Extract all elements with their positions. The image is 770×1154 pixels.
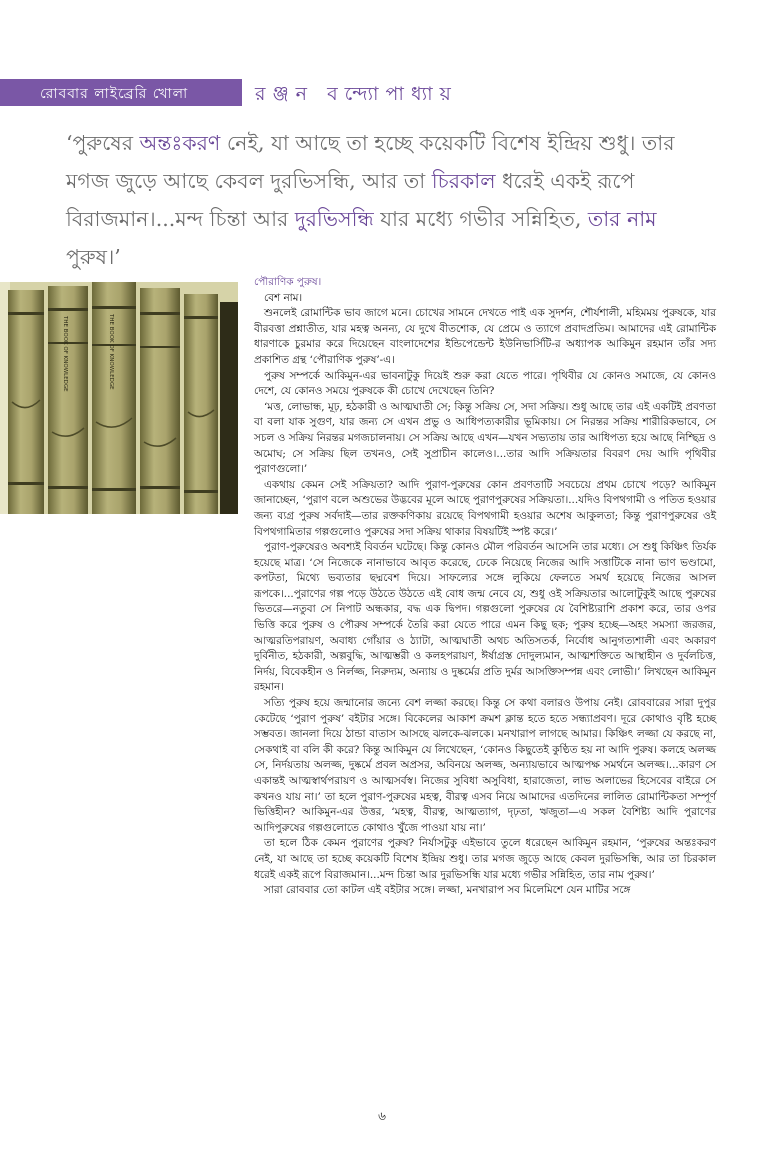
book-title-tag: পৌরাণিক পুরুষ। bbox=[254, 276, 322, 288]
article-paragraph: পুরাণ-পুরুষেরও অবশ্যই বিবর্তন ঘটেছে। কিন্তু কোনও মৌল পরিবর্তন আসেনি তার মধ্যে। সে শুধু কিঞ্চিৎ তির্যক হয়েছে মাত্র। ‘সে নিজেকে নানাভাবে আবৃত করেছে, ঢেকে নিয়েছে নিজের আদি সত্তাটিকে নানা ভাণ ভণ্ডামো, কপটতা, মিথ্যে ভব্যতার ছদ্মবেশ দিয়ে। সাফল্যের সঙ্গে লুকিয়ে ফেলতে সমর্থ হয়েছে নিজের আসল রূপকে।...পুরাণের গল্প পড়ে উঠতে উঠতে এই বোধ জন্ম নেবে যে, শুধু ওই সক্রিয়তার আলোটুকুই আছে পুরুষের ভিতরে—নতুবা সে নিপাট অন্ধকার, বদ্ধ এক দ্বিপদ। গল্পগুলো পুরুষের যে বৈশিষ্ট্যরাশি প্রকাশ করে, তার ওপর ভিত্তি করে পুরুষ ও পৌরুষ সম্পর্কে তৈরি করা যেতে পারে এমন কিছু ছক; পুরুষ হচ্ছে—অহং সমস্যা জরজর, আত্মরতিপরায়ণ, অবাধ্য গোঁয়ার ও ঠ্যাটা, আত্মঘাতী অথচ অতিসতর্ক, নির্বোধ আনুগত্যশালী এবং অকারণ দুর্বিনীত, হঠকারী, অল্পবুদ্ধি, আত্মম্ভরী ও কলহপরায়ণ, ঈর্ষাগ্রস্ত দোদুল্যমান, আত্মশক্তিতে আস্থাহীন ও দুর্বলচিত্ত, নির্দয়, বিবেকহীন ও নির্লজ্জ, নিরুদ্যম, অন্যায় ও দুষ্কর্মের প্রতি দুর্মর আসক্তিসম্পন্ন এবং লোভী।’ লিখছেন আকিমুন রহমান। bbox=[254, 541, 716, 694]
pull-quote-highlight: তার নাম bbox=[587, 207, 657, 231]
article-paragraph: তা হলে ঠিক কেমন পুরাণের পুরুষ? নির্যাসটুকু এইভাবে তুলে ধরেছেন আকিমুন রহমান, ‘পুরুষের অন্তঃকরণ নেই, যা আছে তা হচ্ছে কয়েকটি বিশেষ ইন্দ্রিয় শুধু। তার মগজ জুড়ে আছে কেবল দুরভিসন্ধি, আর তা চিরকাল ধরেই একই রূপে বিরাজমান।...মন্দ চিন্তা আর দুরভিসন্ধি যার মধ্যে গভীর সন্নিহিত, তার নাম পুরুষ।’ bbox=[254, 837, 716, 881]
old-books-illustration bbox=[0, 282, 238, 514]
pull-quote-highlight: চিরকাল bbox=[431, 169, 496, 193]
pull-quote-text: ধরেই একই রূপে বিরাজমান।...মন্দ চিন্তা আর bbox=[66, 169, 635, 231]
spine-label: THE BOOK OF KNOWLEDGE bbox=[62, 316, 68, 392]
article-paragraph: শুনলেই রোমান্টিক ভাব জাগে মনে। চোখের সামনে দেখতে পাই এক সুদর্শন, শৌর্যশালী, মহিমময় পুরুষকে, যার বীরবত্তা প্রশ্নাতীত, যার মহত্ব অনন্য, যে দুখে বীতশোক, যে প্রেমে ও ত্যাগে প্রবাদপ্রতিম। আমাদের এই রোমান্টিক ধারণাকে চুরমার করে দিয়েছেন বাংলাদেশের ইন্ডিপেন্ডেন্ট ইউনিভার্সিটি-র অধ্যাপক আকিমুন রহমান তাঁর সদ্য প্রকাশিত গ্রন্থ ‘পৌরাণিক পুরুষ’-এ। bbox=[254, 307, 716, 366]
pull-quote-text: ‘পুরুষের bbox=[66, 131, 140, 155]
column-label: রোববার লাইব্রেরি খোলা bbox=[40, 86, 189, 102]
article-paragraph: বেশ নাম। bbox=[264, 291, 303, 304]
article-paragraph: একথায় কেমন সেই সক্রিয়তা? আদি পুরাণ-পুরুষের কোন প্রবণতাটি সবচেয়ে প্রথম চোখে পড়ে? আকিমুন জানাচ্ছেন, ‘পুরাণ বলে অশুভের উদ্ভবের মূলে আছে পুরাণপুরুষের সক্রিয়তা।...যদিও বিপথগামী ও পতিত হওয়ার জন্য ব্যগ্র পুরুষ সর্বদাই—তার রক্তকণিকায় রয়েছে বিপথগামী হওয়ার অশেষ আকুলতা; কিন্তু পুরাণপুরুষের ওই বিপথগামিতার গল্পগুলোও পুরুষের সদা সক্রিয় থাকার বিষয়টিই স্পষ্ট করে।’ bbox=[254, 478, 716, 538]
article-body bbox=[254, 275, 716, 899]
old-books-photo bbox=[0, 282, 238, 514]
article-paragraph: পুরুষ সম্পর্কে আকিমুন-এর ভাবনাটুকু দিয়েই শুরু করা যেতে পারে। পৃথিবীর যে কোনও সমাজে, যে কোনও দেশে, যে কোনও সময়ে পুরুষকে কী চোখে দেখেছেন তিনি? bbox=[254, 369, 716, 398]
page-number: ৬ bbox=[378, 1109, 386, 1123]
pull-quote bbox=[66, 124, 716, 276]
article-paragraph: সত্যি পুরুষ হয়ে জন্মানোর জন্যে বেশ লজ্জা করছে। কিন্তু সে কথা বলারও উপায় নেই। রোববারের সারা দুপুর কেটেছে ‘পুরাণ পুরুষ’ বইটার সঙ্গে। বিকেলের আকাশ ক্রমশ ক্লান্ত হতে হতে সন্ধ্যাপ্রবণ। দূরে কোথাও বৃষ্টি হচ্ছে সম্ভবত। জানলা দিয়ে ঠান্ডা বাতাস আসছে ঝলকে-ঝলকে। মনখারাপ লাগছে আমার। কিঞ্চিৎ লজ্জা যে করছে না, সেকথাই বা বলি কী করে? কিন্তু আকিমুন যে লিখেছেন, ‘কোনও কিছুতেই কুণ্ঠিত হয় না আদি পুরুষ। কলহে অলজ্জ সে, নির্দয়তায় অলজ্জ, দুষ্কর্মে প্রবল অপ্রসর, অবিনয়ে অলজ্জ, অন্যায়ভাবে আত্মপক্ষ সমর্থনে অলজ্জ।...কারণ সে একান্তই আত্মস্বার্থপরায়ণ ও আত্মসর্বস্ব। নিজের সুবিধা অসুবিধা, হারাজেতা, লাভ অলাভের হিসেবের বাইরে সে কখনও যায় না।’ তা হলে পুরাণ-পুরুষের মহত্ব, বীরত্ব এসব নিয়ে আমাদের এতদিনের লালিত রোমান্টিকতা সম্পূর্ণ ভিত্তিহীন? আকিমুন-এর উত্তর, ‘মহত্ব, বীরত্ব, আত্মত্যাগ, দৃঢ়তা, ঋজুতা—এ সকল বৈশিষ্ট্য আদি পুরাণের আদিপুরুষের গল্পগুলোতে কোথাও খুঁজে পাওয়া যায় না।’ bbox=[254, 697, 716, 834]
pull-quote-highlight: দুরভিসন্ধি bbox=[294, 207, 374, 231]
article-paragraph: সারা রোববার তো কাটল এই বইটার সঙ্গে। লজ্জা, মনখারাপ সব মিলেমিশে যেন মাটির সঙ্গে bbox=[264, 884, 631, 897]
article-paragraph: ‘মত্ত, লোভান্ধ, মূঢ়, হঠকারী ও আত্মঘাতী সে; কিন্তু সক্রিয় সে, সদা সক্রিয়। শুধু আছে তার এই একটিই প্রবণতা বা বলা যাক সুগুণ, যার জন্য সে এখন প্রভু ও আধিপত্যকারীর ভূমিকায়। সে নিরন্তর সক্রিয় শারীরিকভাবে, সে সচল ও সক্রিয় নিরন্তর মগজচালনায়। সে সক্রিয় আছে এখন—যখন সভ্যতায় তার আধিপত্য হয়ে আছে নিশ্ছিদ্র ও অমোঘ; সে সক্রিয় ছিল তখনও, সেই সুপ্রাচীন কালেও।...তার আদি সক্রিয়তার বিবরণ দেয় আদি পৃথিবীর পুরাণগুলো।’ bbox=[254, 400, 716, 476]
pull-quote-highlight: অন্তঃকরণ bbox=[139, 131, 221, 155]
pull-quote-text: পুরুষ।’ bbox=[66, 245, 121, 269]
author-name: রঞ্জন বন্দ্যোপাধ্যায় bbox=[255, 83, 458, 105]
pull-quote-text: নেই, যা আছে তা হচ্ছে কয়েকটি বিশেষ ইন্দ্রিয় শুধু। তার মগজ জুড়ে আছে কেবল দুরভিসন্ধি, আর তা bbox=[66, 131, 675, 193]
spine-label: THE BOOK OF KNOWLEDGE bbox=[108, 314, 114, 390]
pull-quote-text: যার মধ্যে গভীর সন্নিহিত, bbox=[373, 207, 588, 231]
